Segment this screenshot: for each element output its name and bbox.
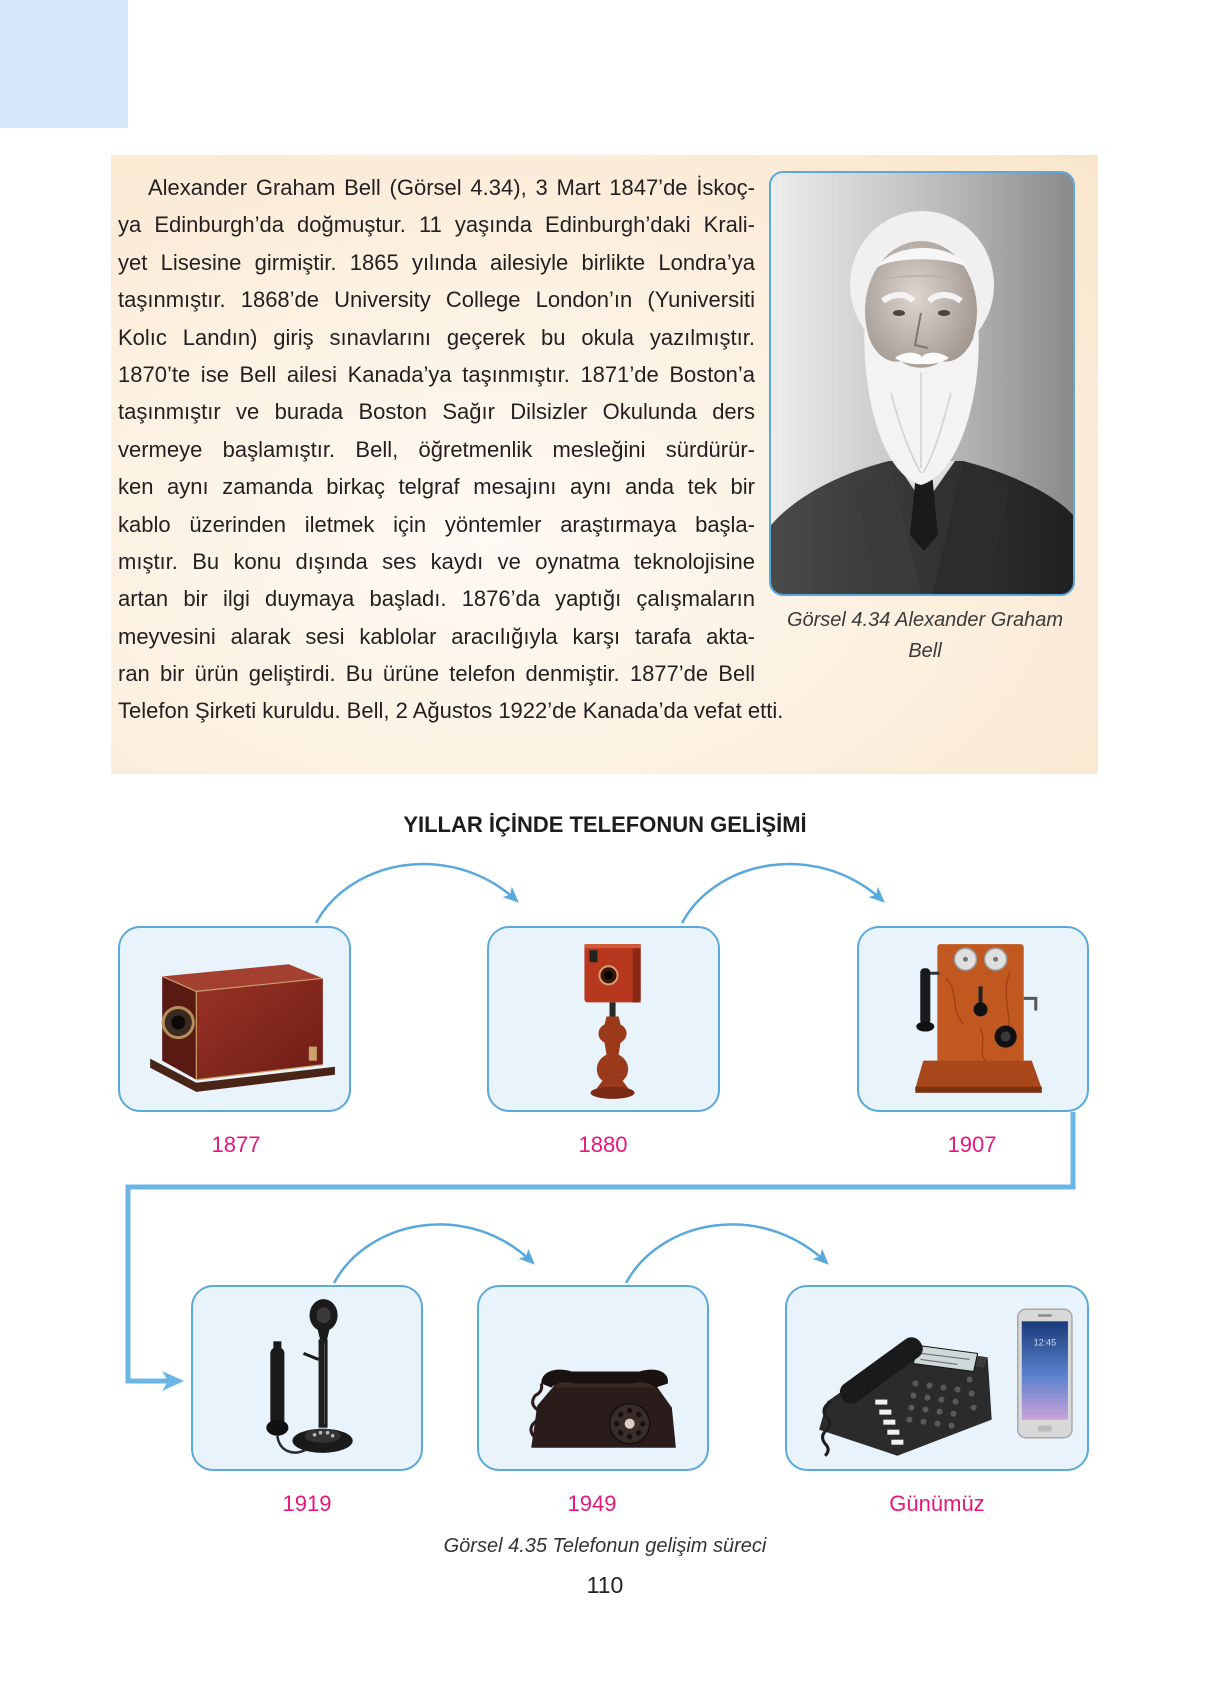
bio-line: kablo üzerinden iletmek için yöntemler araştırmaya başla- [118, 511, 755, 537]
year-label-1877: 1877 [211, 1132, 261, 1157]
arrow-1877-to-1880 [316, 864, 516, 923]
wooden-box-telephone-icon [120, 928, 349, 1110]
candlestick-stand [292, 1299, 352, 1453]
portrait-caption: Görsel 4.34 Alexander Graham Bell [786, 609, 1064, 662]
wall-crank-telephone-icon [859, 928, 1087, 1110]
crank-handle [1024, 998, 1036, 1010]
rotary-dial [610, 1404, 650, 1444]
biography-text [118, 169, 784, 730]
bio-line: ken aynı zamanda birkaç telgraf mesajını aynı anda tek bir [118, 474, 755, 500]
year-label-1919: 1919 [282, 1491, 332, 1516]
wooden-pedestal [590, 1002, 634, 1098]
telephone-card-1877 [118, 926, 351, 1112]
bio-line: vermeye başlamıştır. Bell, öğretmenlik mesleğini sürdürür- [118, 436, 755, 462]
timeline-title: YILLAR İÇİNDE TELEFONUN GELİŞİMİ [403, 812, 807, 837]
arrow-1880-to-1907 [682, 864, 882, 923]
hanging-receiver [916, 968, 939, 1031]
rotary-dial-telephone-icon [479, 1287, 707, 1469]
bio-line: ran bir ürün geliştirdi. Bu ürüne telefon denmiştir. 1877’de Bell [118, 661, 755, 687]
bio-line: Kolıc Landın) giriş sınavlarını geçerek bu okula yazılmıştır. [118, 324, 755, 350]
bell-portrait-photo [769, 171, 1075, 596]
red-speaker-box [584, 944, 640, 1002]
bio-line: mıştır. Bu konu dışında ses kaydı ve oynatma teknolojisine [118, 548, 755, 574]
telephone-card-1949 [477, 1285, 709, 1471]
dial-knob [995, 1026, 1017, 1048]
bio-line: Alexander Graham Bell (Görsel 4.34), 3 Mart 1847’de İskoç- [148, 175, 755, 200]
mouthpiece-lens [163, 1007, 193, 1037]
bio-line: 1870’te ise Bell ailesi Kanada’ya taşınmıştır. 1871’de Boston’a [118, 361, 755, 387]
year-label-1880: 1880 [578, 1132, 628, 1157]
smartphone [1018, 1309, 1072, 1437]
bio-line: Telefon Şirketi kuruldu. Bell, 2 Ağustos 1922’de Kanada’da vefat etti. [118, 698, 784, 724]
office-phone-and-smartphone-icon [787, 1287, 1087, 1469]
bio-line: yet Lisesine girmiştir. 1865 yılında ailesiyle birlikte Londra’ya [118, 249, 755, 275]
arrow-1919-to-1949 [334, 1224, 532, 1283]
telephone-card-1907 [857, 926, 1089, 1112]
telephone-card-1919 [191, 1285, 423, 1471]
page-number: 110 [586, 1572, 624, 1598]
smartphone-screen-time: 12:45 [1033, 1337, 1057, 1348]
bio-line: meyvesini alarak sesi kablolar aracılığıyla karşı tarafa akta- [118, 623, 755, 649]
bio-line: artan bir ilgi duymaya başladı. 1876’da yaptığı çalışmaların [118, 586, 755, 612]
bell-portrait-image [771, 173, 1073, 594]
bio-line: taşınmıştır. 1868’de University College London’ın (Yuniversiti [118, 287, 755, 313]
rotary-phone-body [531, 1380, 676, 1448]
year-label-1949: 1949 [567, 1491, 617, 1516]
pedestal-telephone-icon [489, 928, 718, 1110]
timeline-caption: Görsel 4.35 Telefonun gelişim süreci [443, 1535, 767, 1557]
bio-line: ya Edinburgh’da doğmuştur. 11 yaşında Edinburgh’daki Krali- [118, 212, 755, 238]
candlestick-telephone-icon [193, 1287, 421, 1469]
telephone-card-1880 [487, 926, 720, 1112]
year-label-today: Günümüz [889, 1491, 985, 1516]
year-label-1907: 1907 [947, 1132, 997, 1157]
corner-tab [0, 0, 128, 128]
arrow-1949-to-today [626, 1224, 826, 1283]
writing-shelf [915, 1061, 1042, 1093]
telephone-card-today [785, 1285, 1089, 1471]
bio-line: taşınmıştır ve burada Boston Sağır Dilsizler Okulunda ders [118, 399, 755, 425]
